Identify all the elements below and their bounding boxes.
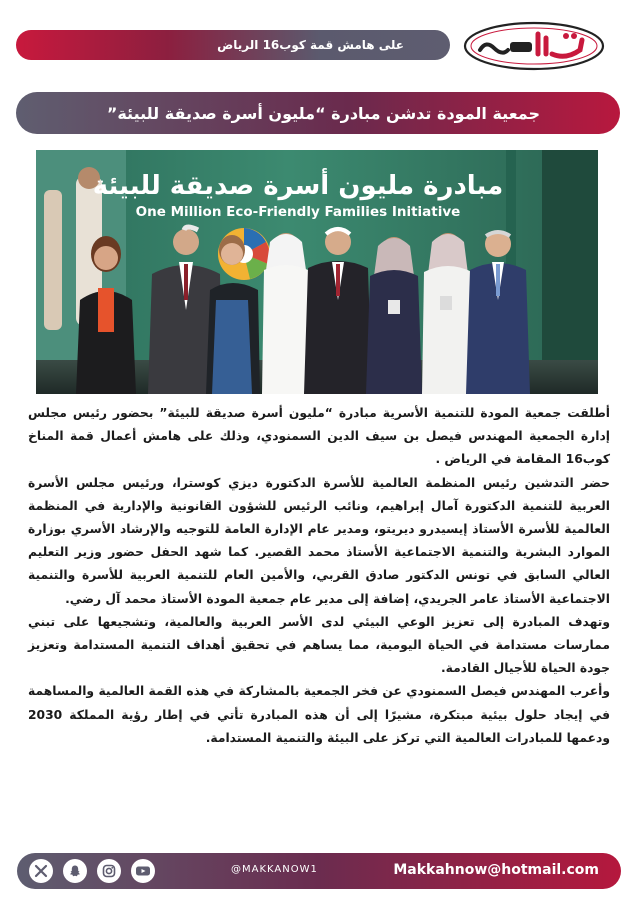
article-paragraph: أطلقت جمعية المودة للتنمية الأسرية مبادرة “مليون أسرة صديقة للبيئة” بحضور رئيس مجلس إدارة الجمعية المهندس فيصل بن سيف الدين السمنودي، وذلك على هامش أعمال قمة المناخ كوب16 المقامة في الرياض . [28, 406, 610, 467]
top-banner-text: على هامش قمة كوب16 الرياض [217, 38, 404, 52]
youtube-icon[interactable] [131, 859, 155, 883]
x-icon[interactable] [29, 859, 53, 883]
top-banner [16, 30, 450, 60]
logo [462, 20, 606, 72]
banner-english-text: One Million Eco-Friendly Families Initiative [135, 204, 461, 220]
social-handle[interactable]: @MAKKANOW1 [231, 864, 318, 875]
footer-bar [17, 853, 621, 889]
headline-bar [16, 92, 620, 134]
article-paragraph: وأعرب المهندس فيصل السمنودي عن فخر الجمعية بالمشاركة في هذه القمة العالمية والمساهمة في إيجاد حلول بيئية مبتكرة، مشيرًا إلى أن هذه المبادرة تأتي في إطار رؤية المملكة 2030 ودعمها للمبادرات العالمية التي تركز على البيئة والتنمية المستدامة. [28, 684, 610, 745]
instagram-icon[interactable] [97, 859, 121, 883]
article-body [28, 402, 610, 750]
banner-arabic-text: مبادرة مليون أسرة صديقة للبيئة [92, 171, 504, 201]
article-paragraph: وتهدف المبادرة إلى تعزيز الوعي البيئي لدى الأسر العربية والعالمية، وتشجيعها على تبني ممارسات مستدامة في الحياة اليومية، مما يساهم في تحقيق أهداف التنمية المستدامة وتعزيز جودة الحياة للأجيال القادمة. [28, 614, 610, 676]
headline: جمعية المودة تدشن مبادرة “مليون أسرة صديقة للبيئة” [106, 103, 540, 123]
snapchat-icon[interactable] [63, 859, 87, 883]
article-paragraph: حضر التدشين رئيس المنظمة العالمية للأسرة الدكتورة ديزي كوسترا، ورئيس مجلس الأسرة العربية للتنمية الدكتورة آمال إبراهيم، ونائب الرئيس للشؤون القانونية والإدارية في المنظمة العالمية للأسرة الأستاذ إيسيدرو ديريتو، ومدير عام الإدارة العامة للتوجيه والإرشاد الأسري بوزارة الموارد البشرية والتنمية الاجتماعية الأستاذ محمد القصير. كما شهد الحفل حضور وزير التعليم العالي السابق في تونس الدكتور صادق القربي، والأمين العام للتنمية العربية للأسرة والتنمية الاجتماعية الأستاذ عامر الجريدي، إضافة إلى مدير عام جمعية المودة الأستاذ محمد آل رضي. [28, 475, 610, 606]
event-photo [36, 150, 598, 394]
contact-email[interactable]: Makkahnow@hotmail.com [393, 862, 599, 878]
